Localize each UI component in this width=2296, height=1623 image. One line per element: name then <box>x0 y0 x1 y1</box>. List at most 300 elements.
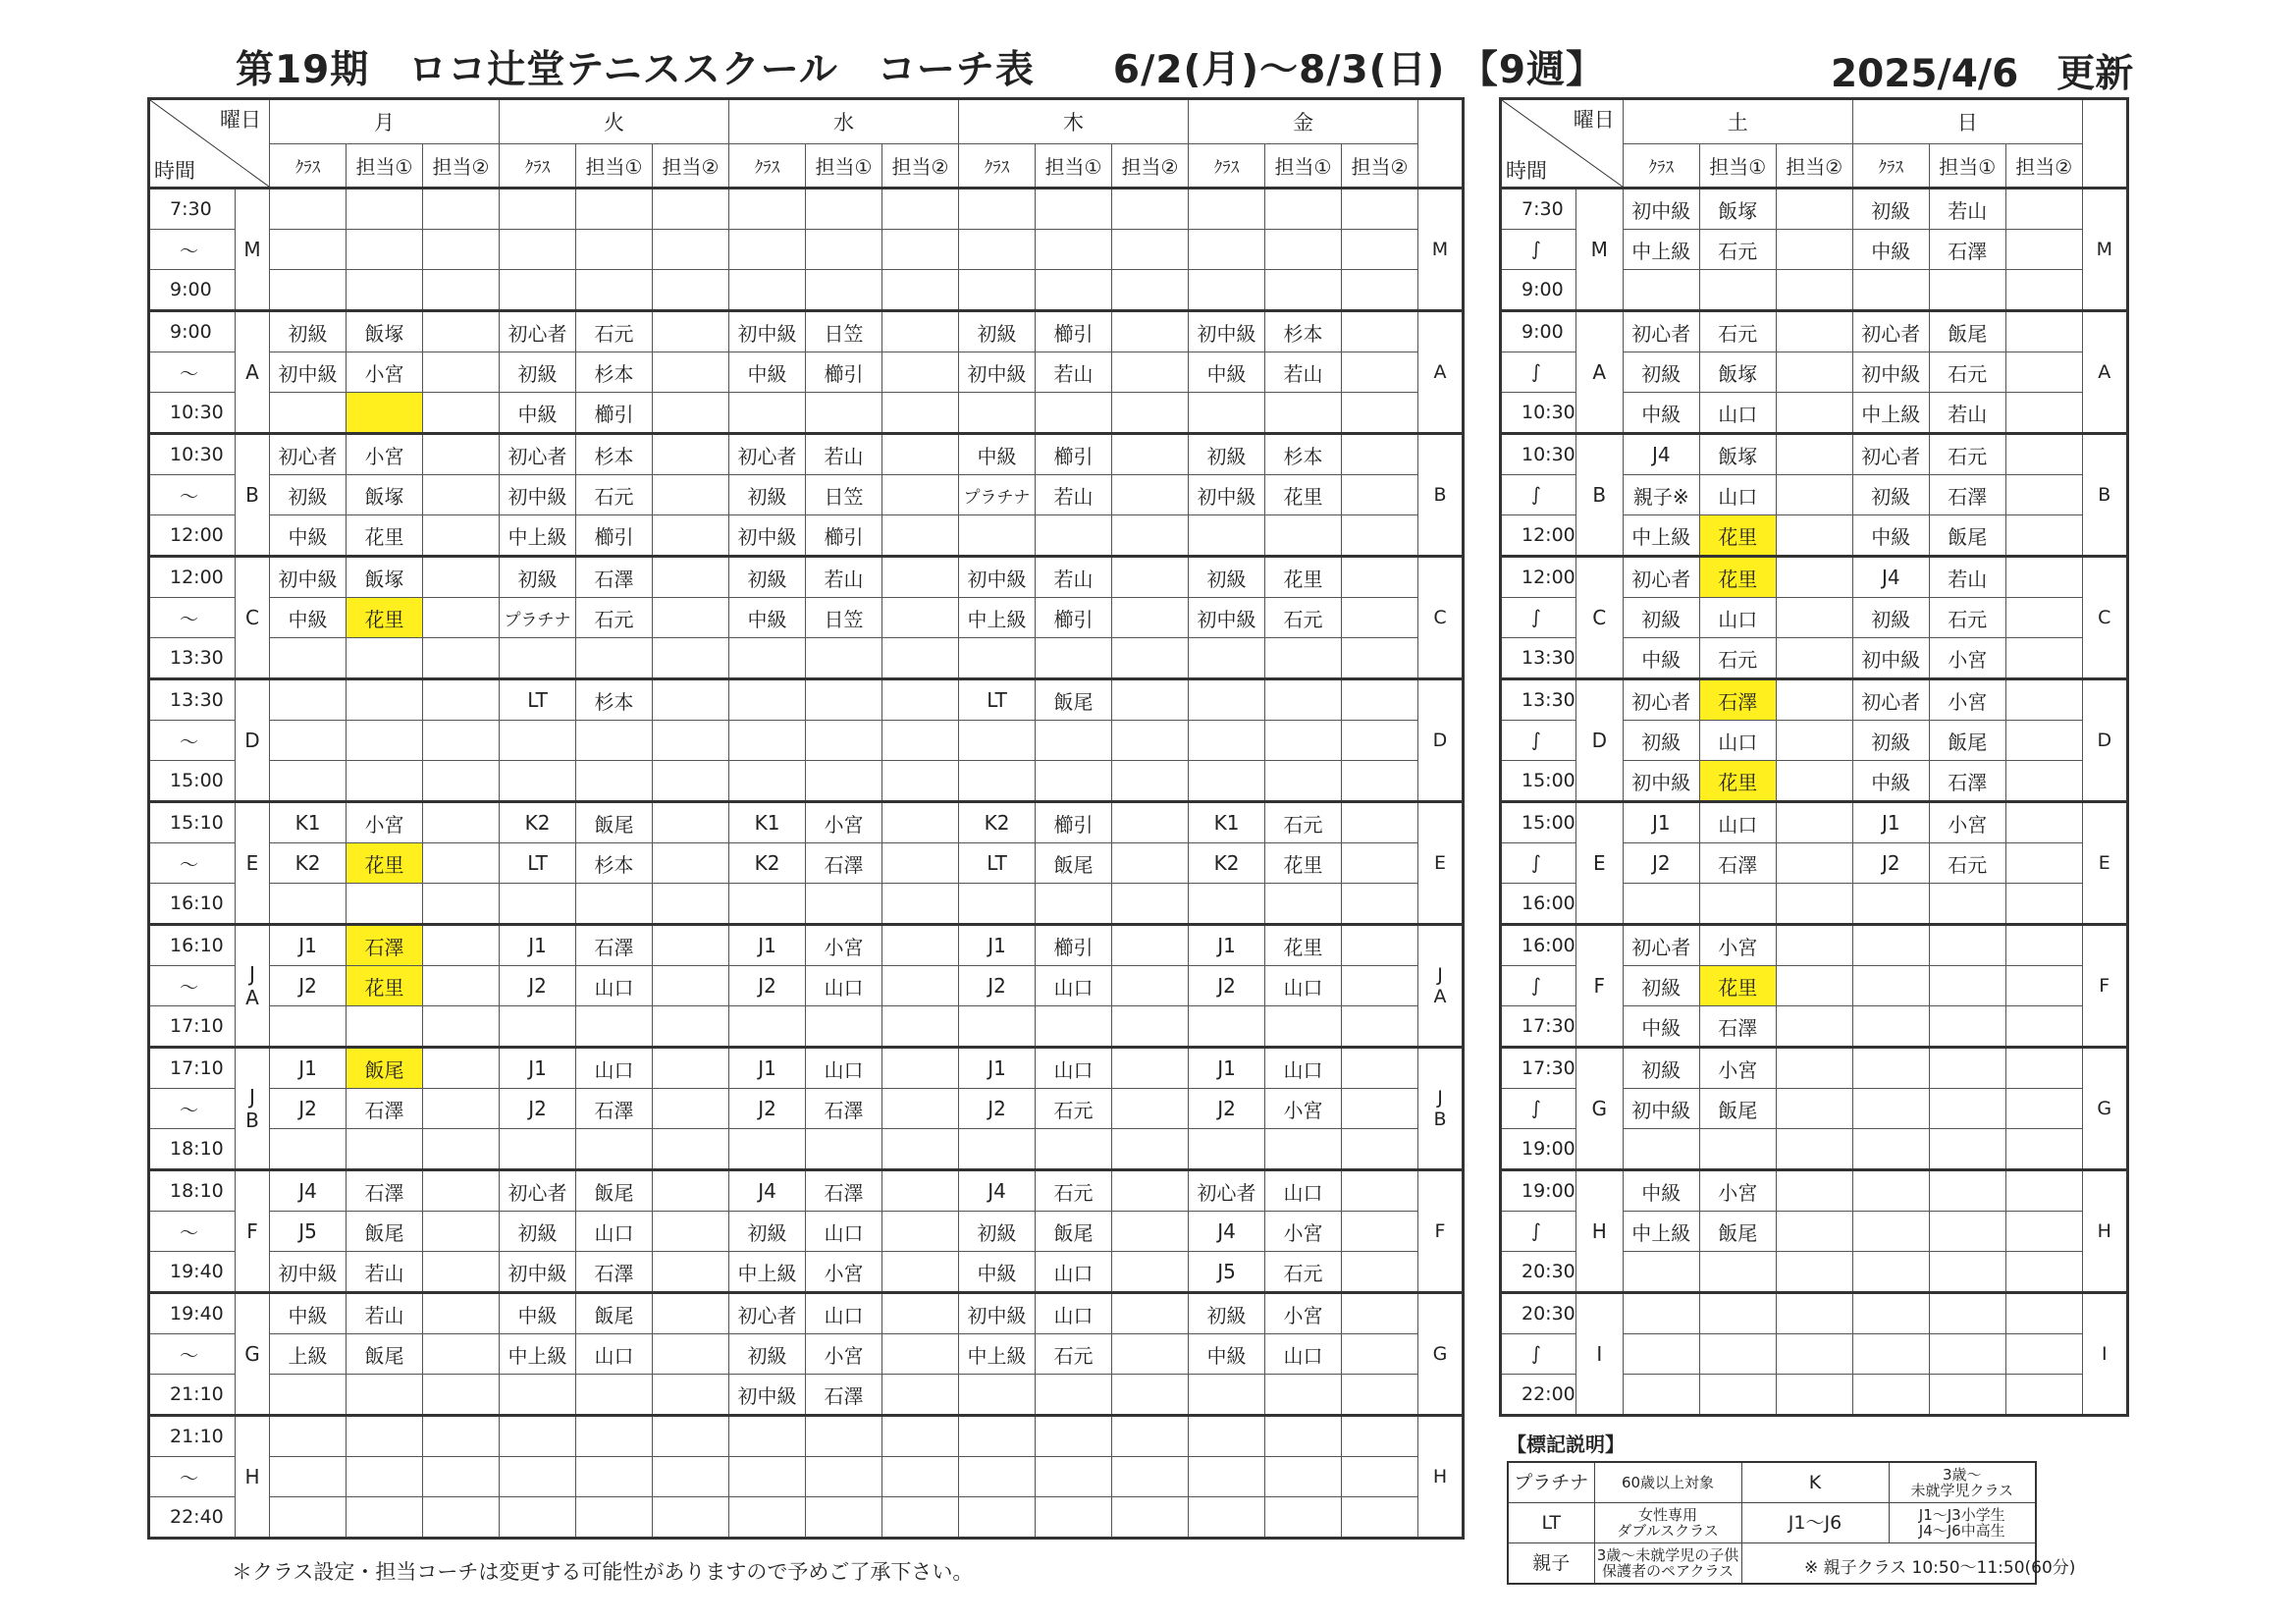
coach2-cell <box>1342 638 1418 679</box>
coach1-cell: 石元 <box>1929 843 2005 884</box>
coach2-cell <box>882 1048 959 1089</box>
class-cell: J2 <box>729 1089 806 1129</box>
coach2-cell <box>882 311 959 352</box>
period-code: J <box>249 1085 255 1109</box>
class-cell: 中上級 <box>959 598 1036 638</box>
time-cell: 19:40 <box>149 1293 236 1334</box>
coach1-column-header: 担当① <box>1265 143 1342 189</box>
class-cell <box>1189 1416 1265 1457</box>
period-code-cell <box>236 1048 270 1170</box>
coach1-cell <box>576 1006 653 1048</box>
coach2-cell <box>2005 393 2082 434</box>
coach2-cell <box>1112 638 1189 679</box>
schedule-row <box>149 1293 1464 1334</box>
time-cell: 10:30 <box>149 434 236 475</box>
coach1-cell <box>806 761 882 802</box>
class-cell: 初中級 <box>500 1252 576 1293</box>
coach1-cell <box>576 721 653 761</box>
class-cell <box>1852 1212 1929 1252</box>
class-cell: 初心者 <box>500 311 576 352</box>
class-cell <box>500 270 576 311</box>
period-code-right-cell <box>1418 1416 1464 1539</box>
coach1-cell: 山口 <box>576 1048 653 1089</box>
class-cell <box>959 515 1036 557</box>
coach2-cell <box>882 475 959 515</box>
coach2-cell <box>1112 230 1189 270</box>
coach2-cell <box>1776 515 1852 557</box>
class-cell: J2 <box>500 966 576 1006</box>
coach2-cell <box>1112 679 1189 721</box>
coach1-cell <box>806 721 882 761</box>
class-cell: 初級 <box>1852 598 1929 638</box>
time-cell: ～ <box>149 1089 236 1129</box>
coach2-cell <box>2005 270 2082 311</box>
coach2-cell <box>423 1212 500 1252</box>
class-cell <box>270 1129 347 1170</box>
class-cell: 初級 <box>959 1212 1036 1252</box>
period-code: C <box>1592 606 1607 629</box>
coach1-cell: 石元 <box>1929 352 2005 393</box>
coach2-cell <box>1342 1212 1418 1252</box>
period-code: B <box>1433 484 1447 506</box>
coach1-cell: 小宮 <box>1699 1048 1776 1089</box>
class-cell: 初中級 <box>1623 189 1699 230</box>
coach1-cell: 若山 <box>806 557 882 598</box>
coach2-cell <box>882 352 959 393</box>
coach2-cell <box>423 1089 500 1129</box>
coach2-cell <box>1112 761 1189 802</box>
coach2-cell <box>882 270 959 311</box>
coach1-cell: 小宮 <box>1929 802 2005 843</box>
class-cell <box>729 721 806 761</box>
coach1-cell <box>1265 393 1342 434</box>
coach2-cell <box>1112 189 1189 230</box>
coach2-cell <box>653 393 729 434</box>
coach2-cell <box>882 1375 959 1416</box>
coach2-cell <box>653 434 729 475</box>
time-cell: 19:40 <box>149 1252 236 1293</box>
coach1-cell: 日笠 <box>806 311 882 352</box>
period-code: E <box>1433 852 1446 874</box>
period-code-right-cell <box>1418 1170 1464 1293</box>
class-cell: プラチナ <box>500 598 576 638</box>
right-code-header <box>1418 99 1464 189</box>
coach2-cell <box>1776 1293 1852 1334</box>
coach2-cell <box>1112 1416 1189 1457</box>
class-cell <box>1189 1375 1265 1416</box>
schedule-row <box>1501 679 2128 721</box>
schedule-row <box>149 925 1464 966</box>
coach2-cell <box>1776 1129 1852 1170</box>
class-cell <box>500 721 576 761</box>
coach1-cell: 櫛引 <box>1036 925 1112 966</box>
period-code-cell <box>1575 1293 1623 1416</box>
coach2-cell <box>2005 966 2082 1006</box>
class-cell <box>1852 1089 1929 1129</box>
time-cell: 7:30 <box>149 189 236 230</box>
period-code: C <box>2098 607 2111 628</box>
legend-description: J1～J3小学生 J4～J6中高生 <box>1889 1503 2036 1543</box>
coach2-cell <box>1776 721 1852 761</box>
coach2-cell <box>653 1048 729 1089</box>
coach1-cell: 花里 <box>1265 843 1342 884</box>
class-cell <box>959 1375 1036 1416</box>
coach2-cell <box>882 1252 959 1293</box>
coach2-cell <box>2005 761 2082 802</box>
schedule-row <box>149 1252 1464 1293</box>
coach1-cell: 石澤 <box>1929 475 2005 515</box>
coach2-cell <box>423 802 500 843</box>
coach2-cell <box>1342 1252 1418 1293</box>
time-cell: 10:30 <box>1501 393 1576 434</box>
schedule-row <box>149 270 1464 311</box>
coach1-cell: 山口 <box>1036 1293 1112 1334</box>
schedule-row <box>149 1375 1464 1416</box>
class-cell <box>1852 1048 1929 1089</box>
coach2-cell <box>1342 434 1418 475</box>
period-code: G <box>2097 1098 2112 1119</box>
period-code: G <box>1432 1343 1448 1365</box>
time-cell: 9:00 <box>1501 311 1576 352</box>
coach1-cell: 若山 <box>806 434 882 475</box>
period-code: M <box>1590 238 1608 261</box>
coach1-cell: 小宮 <box>347 802 423 843</box>
coach2-cell <box>1112 311 1189 352</box>
coach2-cell <box>1112 1334 1189 1375</box>
class-cell: 初中級 <box>1189 311 1265 352</box>
period-code: J <box>1437 964 1443 986</box>
time-cell: ～ <box>149 843 236 884</box>
time-cell: ～ <box>149 230 236 270</box>
coach1-cell: 花里 <box>347 966 423 1006</box>
class-cell <box>1189 638 1265 679</box>
coach1-cell: 石元 <box>1036 1334 1112 1375</box>
coach2-cell <box>423 557 500 598</box>
class-cell: 初中級 <box>1852 638 1929 679</box>
coach1-cell: 飯尾 <box>576 1170 653 1212</box>
period-code: F <box>1434 1220 1446 1242</box>
coach1-cell: 石澤 <box>806 1375 882 1416</box>
coach1-cell: 山口 <box>576 1334 653 1375</box>
coach1-cell <box>576 230 653 270</box>
coach2-cell <box>1112 925 1189 966</box>
schedule-row <box>1501 557 2128 598</box>
time-cell: ～ <box>149 966 236 1006</box>
class-cell: J1 <box>1852 802 1929 843</box>
coach2-cell <box>653 189 729 230</box>
coach1-cell <box>1929 1129 2005 1170</box>
class-cell <box>729 761 806 802</box>
time-cell: 15:00 <box>149 761 236 802</box>
class-cell <box>1852 1129 1929 1170</box>
coach1-cell <box>347 1457 423 1497</box>
period-code-cell <box>236 1416 270 1539</box>
coach1-cell <box>1036 515 1112 557</box>
coach2-cell <box>1112 1006 1189 1048</box>
time-cell: ∫ <box>1501 1089 1576 1129</box>
class-cell: J2 <box>1623 843 1699 884</box>
coach2-cell <box>2005 475 2082 515</box>
coach1-cell: 山口 <box>1265 1170 1342 1212</box>
coach1-cell <box>1929 1089 2005 1129</box>
coach1-cell: 小宮 <box>806 1252 882 1293</box>
class-cell <box>959 270 1036 311</box>
coach1-cell <box>806 1416 882 1457</box>
class-cell: 中級 <box>1623 1006 1699 1048</box>
coach1-cell <box>1036 1497 1112 1539</box>
class-cell <box>959 1457 1036 1497</box>
coach2-cell <box>653 515 729 557</box>
class-cell: K2 <box>959 802 1036 843</box>
coach1-cell: 石元 <box>1036 1089 1112 1129</box>
schedule-row <box>1501 1048 2128 1089</box>
class-cell <box>500 1006 576 1048</box>
coach2-cell <box>1112 884 1189 925</box>
class-cell: 初級 <box>1852 721 1929 761</box>
coach1-cell: 石澤 <box>1929 230 2005 270</box>
coach1-cell: 櫛引 <box>1036 802 1112 843</box>
class-cell: 初中級 <box>270 352 347 393</box>
coach2-cell <box>1112 1293 1189 1334</box>
coach1-cell <box>1929 884 2005 925</box>
time-cell: ～ <box>149 475 236 515</box>
class-cell: 中級 <box>270 598 347 638</box>
coach1-cell: 石澤 <box>806 843 882 884</box>
legend-term: 親子 <box>1508 1543 1594 1585</box>
coach2-cell <box>653 638 729 679</box>
coach1-cell: 石澤 <box>576 1089 653 1129</box>
period-code-right-cell <box>1418 802 1464 925</box>
coach2-cell <box>882 515 959 557</box>
class-cell: 中級 <box>1623 638 1699 679</box>
period-code-cell <box>1575 1048 1623 1170</box>
coach1-cell: 花里 <box>1699 966 1776 1006</box>
coach1-cell <box>1929 1170 2005 1212</box>
period-code: D <box>1591 729 1607 752</box>
class-cell: 中級 <box>1852 230 1929 270</box>
coach2-cell <box>653 1170 729 1212</box>
coach2-cell <box>1342 1334 1418 1375</box>
coach2-cell <box>1342 1048 1418 1089</box>
class-cell: 初心者 <box>729 434 806 475</box>
schedule-row <box>149 598 1464 638</box>
time-cell: 12:00 <box>1501 515 1576 557</box>
coach2-cell <box>653 1334 729 1375</box>
coach2-cell <box>653 1416 729 1457</box>
period-code: M <box>1431 239 1449 260</box>
coach1-cell <box>806 1457 882 1497</box>
coach2-cell <box>1342 230 1418 270</box>
time-cell: ∫ <box>1501 230 1576 270</box>
class-cell: 初心者 <box>270 434 347 475</box>
coach2-cell <box>1112 802 1189 843</box>
class-cell: 中級 <box>500 1293 576 1334</box>
class-cell <box>1189 761 1265 802</box>
coach2-cell <box>653 475 729 515</box>
coach2-cell <box>1112 1089 1189 1129</box>
coach2-cell <box>2005 311 2082 352</box>
coach1-cell: 櫛引 <box>1036 311 1112 352</box>
coach2-cell <box>423 761 500 802</box>
schedule-row <box>1501 802 2128 843</box>
class-cell <box>729 189 806 230</box>
coach2-cell <box>1342 1497 1418 1539</box>
coach1-cell: 花里 <box>347 515 423 557</box>
period-code: A <box>1592 360 1607 384</box>
class-cell: 初級 <box>959 311 1036 352</box>
coach2-cell <box>1342 352 1418 393</box>
coach2-cell <box>882 679 959 721</box>
class-cell <box>270 230 347 270</box>
coach1-cell: 石元 <box>1699 230 1776 270</box>
coach1-cell <box>576 1457 653 1497</box>
coach1-cell <box>1699 1293 1776 1334</box>
class-cell <box>1852 1293 1929 1334</box>
coach1-cell: 山口 <box>1699 721 1776 761</box>
period-code-cell <box>1575 189 1623 311</box>
coach1-cell: 石元 <box>1036 1170 1112 1212</box>
schedule-row <box>1501 311 2128 352</box>
class-cell: 初中級 <box>729 515 806 557</box>
coach1-cell: 山口 <box>1265 1334 1342 1375</box>
coach1-cell: 石澤 <box>806 1170 882 1212</box>
coach1-cell: 若山 <box>347 1252 423 1293</box>
class-cell: 中級 <box>1852 761 1929 802</box>
class-cell <box>729 679 806 721</box>
coach1-cell <box>347 393 423 434</box>
coach1-cell: 山口 <box>806 1293 882 1334</box>
coach2-cell <box>653 761 729 802</box>
coach2-cell <box>1776 1375 1852 1416</box>
coach2-cell <box>1112 352 1189 393</box>
class-cell: 中上級 <box>500 515 576 557</box>
period-code: B <box>2098 484 2111 506</box>
coach2-cell <box>653 1457 729 1497</box>
class-cell: J1 <box>729 925 806 966</box>
coach2-cell <box>653 352 729 393</box>
coach2-cell <box>423 230 500 270</box>
schedule-row <box>149 1170 1464 1212</box>
coach1-cell <box>1036 230 1112 270</box>
class-cell <box>270 884 347 925</box>
period-code-right-cell <box>2082 434 2127 557</box>
updated-date: 2025/4/6 更新 <box>1831 52 2134 96</box>
coach2-column-header: 担当② <box>1776 143 1852 189</box>
coach2-cell <box>653 1252 729 1293</box>
class-cell <box>959 1129 1036 1170</box>
schedule-row <box>149 802 1464 843</box>
legend-description: 女性専用 ダブルスクラス <box>1594 1503 1741 1543</box>
class-cell <box>729 1497 806 1539</box>
schedule-row <box>149 638 1464 679</box>
time-cell: 17:10 <box>149 1048 236 1089</box>
class-cell <box>1623 1129 1699 1170</box>
weekday-schedule-table <box>147 97 1465 1540</box>
coach2-cell <box>2005 1293 2082 1334</box>
class-cell: 初級 <box>270 311 347 352</box>
class-cell <box>959 189 1036 230</box>
class-cell: 中上級 <box>729 1252 806 1293</box>
period-code: G <box>1591 1097 1608 1120</box>
class-cell <box>1852 1334 1929 1375</box>
coach1-cell: 石元 <box>1265 598 1342 638</box>
class-cell: LT <box>500 843 576 884</box>
schedule-row <box>149 1212 1464 1252</box>
schedule-row <box>149 1129 1464 1170</box>
class-cell <box>1189 721 1265 761</box>
class-cell: 初級 <box>1623 966 1699 1006</box>
coach2-cell <box>423 1416 500 1457</box>
coach2-cell <box>653 1497 729 1539</box>
coach2-cell <box>653 802 729 843</box>
class-cell <box>1189 1497 1265 1539</box>
period-code-cell <box>236 1293 270 1416</box>
period-code-cell <box>236 925 270 1048</box>
class-cell: 初中級 <box>1852 352 1929 393</box>
schedule-row <box>149 230 1464 270</box>
class-cell <box>729 1416 806 1457</box>
coach1-cell: 若山 <box>1036 475 1112 515</box>
time-cell: ∫ <box>1501 475 1576 515</box>
coach2-cell <box>1112 270 1189 311</box>
coach2-cell <box>882 1006 959 1048</box>
time-label: 時間 <box>1506 159 1547 183</box>
coach1-cell: 石元 <box>1265 1252 1342 1293</box>
coach1-column-header: 担当① <box>1699 143 1776 189</box>
time-cell: 17:30 <box>1501 1006 1576 1048</box>
coach1-cell: 山口 <box>806 966 882 1006</box>
coach2-cell <box>882 1089 959 1129</box>
class-cell: 初心者 <box>1189 1170 1265 1212</box>
time-cell: 9:00 <box>149 311 236 352</box>
time-cell: ～ <box>149 1457 236 1497</box>
class-cell: 中級 <box>270 1293 347 1334</box>
schedule-row <box>149 311 1464 352</box>
coach1-cell: 飯尾 <box>1699 1212 1776 1252</box>
coach1-cell: 若山 <box>1929 393 2005 434</box>
period-code: A <box>1433 361 1447 383</box>
coach2-cell <box>2005 638 2082 679</box>
class-cell: J2 <box>959 966 1036 1006</box>
coach1-cell <box>1036 721 1112 761</box>
coach2-cell <box>882 1212 959 1252</box>
class-cell: J2 <box>959 1089 1036 1129</box>
class-cell: 初級 <box>1189 434 1265 475</box>
coach1-cell <box>1699 1252 1776 1293</box>
coach1-cell: 石元 <box>1265 802 1342 843</box>
coach1-cell <box>1929 1048 2005 1089</box>
coach1-cell: 櫛引 <box>1036 598 1112 638</box>
coach1-cell: 飯尾 <box>576 802 653 843</box>
coach1-cell <box>1265 1497 1342 1539</box>
coach2-cell <box>882 761 959 802</box>
coach2-cell <box>2005 352 2082 393</box>
coach1-cell: 飯塚 <box>347 311 423 352</box>
coach1-cell <box>1699 1334 1776 1375</box>
class-cell <box>729 1129 806 1170</box>
coach2-cell <box>2005 230 2082 270</box>
time-cell: 21:10 <box>149 1416 236 1457</box>
coach2-cell <box>1776 1006 1852 1048</box>
coach1-cell: 飯尾 <box>1929 311 2005 352</box>
coach1-cell: 花里 <box>347 598 423 638</box>
coach1-cell <box>576 638 653 679</box>
coach2-cell <box>2005 1129 2082 1170</box>
coach2-cell <box>882 1293 959 1334</box>
class-cell: プラチナ <box>959 475 1036 515</box>
class-cell: K2 <box>1189 843 1265 884</box>
coach2-cell <box>423 515 500 557</box>
